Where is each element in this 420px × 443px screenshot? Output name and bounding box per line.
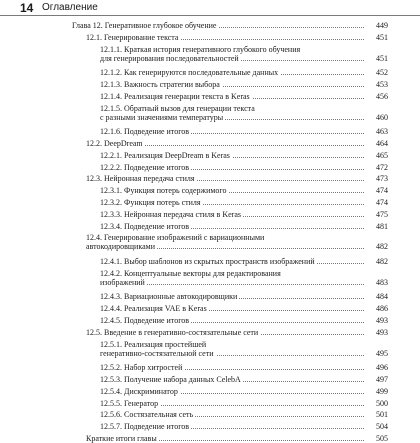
toc-entry-line (100, 278, 388, 287)
toc-entry-line (100, 387, 388, 396)
toc-entry[interactable] (100, 222, 388, 231)
toc-entry-page: 493 (376, 327, 388, 337)
toc-entry-page: 484 (376, 292, 388, 302)
toc-entry-page: 456 (376, 91, 388, 101)
toc-entry[interactable] (100, 163, 388, 172)
toc-entry[interactable] (86, 233, 388, 251)
toc-entry-title: 12.1.6. Подведение итогов (100, 127, 190, 137)
toc-entry-title: 12.1.5. Обратный вызов для генерации текста (100, 103, 255, 113)
toc-entry[interactable] (100, 210, 388, 219)
toc-entry-title: 12.3.2. Функция потерь стиля (100, 198, 201, 207)
toc-entry-title: 12.2.2. Подведение итогов (100, 162, 190, 172)
toc-entry-title-continued: для генерирования последовательностей (100, 53, 239, 63)
toc-entry-page: 482 (376, 257, 388, 266)
toc-entry-title: 12.5.2. Набор хитростей (100, 363, 183, 373)
toc-entry[interactable] (100, 399, 388, 408)
toc-entry-title: 12.5.4. Дискриминатор (100, 386, 178, 396)
toc-entry[interactable] (100, 422, 388, 431)
toc-entry-page: 449 (376, 21, 388, 30)
toc-entry-title-continued: автокодировщиками (86, 242, 155, 252)
toc-entry-line (100, 151, 388, 160)
toc-entry-title: 12.4.2. Концептуальные векторы для редактирования (100, 268, 281, 278)
toc-entry-line (100, 186, 388, 195)
toc-entry-page: 475 (376, 209, 388, 219)
toc-entry-title: 12.5.6. Состязательная сеть (100, 410, 194, 420)
toc-entry-title: 12.4.1. Выбор шаблонов из скрытых пространств изображений (100, 257, 315, 266)
toc-entry[interactable] (100, 186, 388, 195)
toc-entry-page: 495 (376, 348, 388, 358)
toc-entry-line (100, 363, 388, 372)
toc-entry-page: 501 (376, 410, 388, 420)
header-rule (0, 15, 420, 16)
toc-entry-line (100, 92, 388, 101)
toc-entry-line (100, 198, 388, 207)
toc-entry-title: 12.4.4. Реализация VAE в Keras (100, 304, 207, 314)
toc-entry[interactable] (100, 80, 388, 89)
toc-entry-page: 474 (376, 198, 388, 207)
toc-entry-title: 12.1.4. Реализация генерации текста в Keras (100, 91, 250, 101)
toc-entry-title: 12.3.1. Функция потерь содержимого (100, 186, 227, 196)
toc-entry-title: 12.1. Генерирование текста (86, 32, 179, 42)
toc-entry-page: 451 (376, 32, 388, 42)
toc-entry[interactable] (72, 21, 388, 30)
toc-entry-page: 500 (376, 398, 388, 408)
toc-entry-page: 452 (376, 68, 388, 78)
toc-entry-line (100, 257, 388, 266)
toc-entry-page: 453 (376, 80, 388, 89)
toc-entry[interactable] (100, 92, 388, 101)
toc-entry-line (86, 434, 388, 443)
toc-entry-title: 12.5.7. Подведение итогов (100, 422, 190, 432)
toc-entry-page: 483 (376, 277, 388, 287)
toc-entry-page: 473 (376, 174, 388, 184)
toc-entry-page: 472 (376, 162, 388, 172)
toc-entry-line (100, 292, 388, 301)
toc-entry-page: 504 (376, 422, 388, 432)
toc-entry-line (100, 422, 388, 431)
toc-entry[interactable] (100, 198, 388, 207)
running-head: Оглавление (42, 2, 98, 13)
toc-entry[interactable] (100, 45, 388, 63)
toc-entry-line (86, 242, 388, 251)
toc-entry-line (86, 174, 388, 183)
toc-entry[interactable] (100, 292, 388, 301)
toc-entry[interactable] (86, 139, 388, 148)
toc-entry-line (100, 163, 388, 172)
toc-entry-page: 493 (376, 316, 388, 325)
toc-entry[interactable] (100, 375, 388, 384)
toc-entry-page: 463 (376, 127, 388, 137)
toc-entry-page: 465 (376, 150, 388, 160)
toc-entry-line (100, 316, 388, 325)
toc-entry-title: 12.5. Введение в генеративно-состязательные сети (86, 327, 259, 337)
toc-entry-line (100, 54, 388, 63)
toc-entry[interactable] (100, 340, 388, 358)
toc-entry[interactable] (100, 257, 388, 266)
toc-entry-title: 12.1.3. Важность стратегии выбора (100, 80, 220, 89)
toc-entry[interactable] (100, 316, 388, 325)
toc-entry-line (100, 399, 388, 408)
toc-entry-line (100, 127, 388, 136)
toc-entry[interactable] (100, 387, 388, 396)
toc-entry[interactable] (100, 410, 388, 419)
toc-entry-line (100, 210, 388, 219)
toc-entry-title-continued: генеративно-состязательной сети (100, 348, 214, 358)
toc-entry-page: 497 (376, 375, 388, 384)
toc-entry-title: 12.5.1. Реализация простейшей (100, 339, 207, 349)
toc-entry-title: 12.4.3. Вариационные автокодировщики (100, 292, 238, 302)
toc-entry[interactable] (100, 363, 388, 372)
page-header (0, 0, 420, 20)
toc-entry[interactable] (100, 304, 388, 313)
toc-entry[interactable] (86, 33, 388, 42)
toc-entry-page: 486 (376, 304, 388, 314)
toc-entry-title: Глава 12. Генеративное глубокое обучение (72, 21, 217, 30)
toc-entry-line (100, 68, 388, 77)
toc-entry[interactable] (100, 127, 388, 136)
toc-entry[interactable] (100, 151, 388, 160)
toc-entry-page: 482 (376, 242, 388, 252)
toc-entry-page: 451 (376, 53, 388, 63)
toc-entry[interactable] (86, 434, 388, 443)
toc-entry-title-continued: изображений (100, 277, 145, 287)
toc-entry[interactable] (100, 104, 388, 122)
toc-entry-title-continued: с разными значениями температуры (100, 112, 224, 122)
toc-entry-line (86, 139, 388, 148)
toc-entry-title: 12.2. DeepDream (86, 139, 143, 148)
toc-entry-title: 12.1.2. Как генерируются последовательные данных (100, 68, 279, 78)
toc-entry-title: 12.3.4. Подведение итогов (100, 221, 190, 231)
toc-entry-title: 12.5.3. Получение набора данных CelebA (100, 375, 241, 384)
toc-entry-title: 12.3.3. Нейронная передача стиля в Keras (100, 209, 241, 219)
toc-entry-page: 496 (376, 363, 388, 373)
toc-entry-line (100, 349, 388, 358)
toc-entry-line (100, 80, 388, 89)
toc-entry-title: 12.2.1. Реализация DeepDream в Keras (100, 150, 230, 160)
toc-entry-title: Краткие итоги главы (86, 434, 157, 443)
page-number: 14 (20, 1, 34, 15)
toc-entry-title: 12.1.1. Краткая история генеративного глубокого обучения (100, 44, 301, 54)
toc-entry[interactable] (100, 269, 388, 287)
toc-entry[interactable] (86, 328, 388, 337)
toc-entry[interactable] (86, 174, 388, 183)
toc-entry-title: 12.5.5. Генератор (100, 398, 159, 408)
toc-entry-line (100, 375, 388, 384)
toc-entry-page: 505 (376, 434, 388, 443)
toc-entry-line (100, 410, 388, 419)
toc-entry-line (100, 304, 388, 313)
toc-entry-title: 12.4.5. Подведение итогов (100, 316, 190, 325)
toc-entry-title: 12.4. Генерирование изображений с вариационными (86, 233, 265, 243)
toc-entry-line (100, 222, 388, 231)
toc-entry[interactable] (100, 68, 388, 77)
toc-entry-page: 481 (376, 221, 388, 231)
toc-entry-title: 12.3. Нейронная передача стиля (86, 174, 195, 184)
toc-entry-page: 499 (376, 386, 388, 396)
toc-entry-page: 464 (376, 139, 388, 148)
toc-entry-page: 474 (376, 186, 388, 196)
toc-entry-page: 460 (376, 112, 388, 122)
toc-entry-line (86, 33, 388, 42)
toc-entry-line (86, 328, 388, 337)
toc-entry-line (100, 113, 388, 122)
toc-entry-line (72, 21, 388, 30)
